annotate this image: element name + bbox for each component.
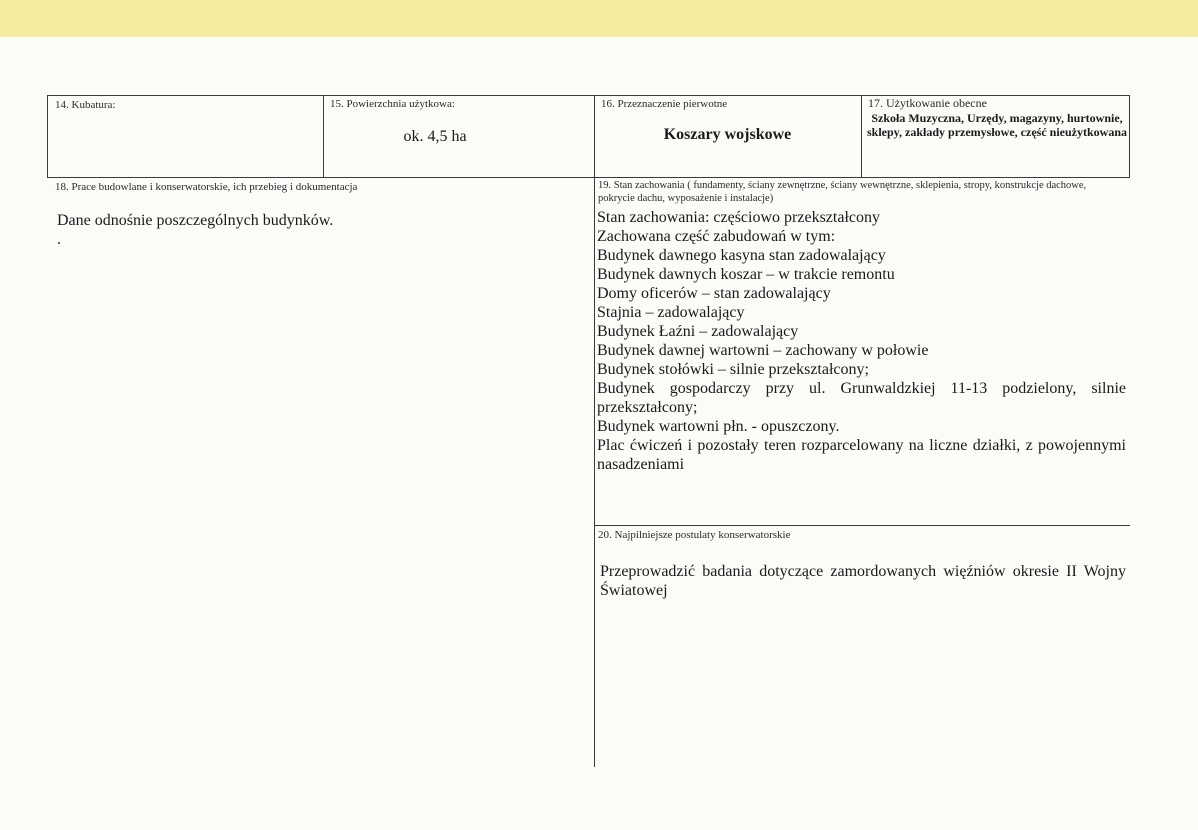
stan-line: Budynek stołówki – silnie przekształcony; [597, 361, 869, 378]
table-left-border [47, 95, 48, 178]
prace-label: 18. Prace budowlane i konserwatorskie, ich przebieg i dokumentacja [55, 181, 358, 193]
stan-line: Budynek wartowni płn. - opuszczony. [597, 418, 840, 435]
stan-line: Budynek dawnych koszar – w trakcie remontu [597, 266, 895, 283]
uzytkowanie-label: 17. Użytkowanie obecne [868, 96, 987, 110]
postulaty-text: Przeprowadzić badania dotyczące zamordowanych więźniów okresie II Wojny Światowej [600, 563, 1126, 599]
top-color-band [0, 0, 1198, 37]
table-right-border-top [1129, 95, 1130, 178]
row1-bottom-border [47, 177, 1130, 178]
stan-label: 19. Stan zachowania ( fundamenty, ściany zewnętrzne, ściany wewnętrzne, sklepienia, stropy, konstrukcje dachowe, pokrycie dachu, wyposażenie i instalacje) [598, 180, 1087, 204]
uzytkowanie-value: Szkoła Muzyczna, Urzędy, magazyny, hurtownie, sklepy, zakłady przemysłowe, część nieużytkowana [867, 111, 1127, 139]
przeznaczenie-value: Koszary wojskowe [663, 126, 792, 143]
stan-line: Budynek dawnej wartowni – zachowany w połowie [597, 342, 929, 359]
main-column-divider [594, 95, 595, 767]
stan-line: Stan zachowania: częściowo przekształcony [597, 209, 880, 226]
row1-divider-3 [861, 95, 862, 178]
stan-text [597, 208, 1126, 474]
stan-line: Domy oficerów – stan zadowalający [597, 285, 831, 302]
prace-dot: . [57, 231, 61, 248]
stan-line: Budynek gospodarczy przy ul. Grunwaldzkiej 11-13 podzielony, silnie przekształcony; [597, 380, 1126, 416]
stan-line: Budynek dawnego kasyna stan zadowalający [597, 247, 886, 264]
prace-text: Dane odnośnie poszczególnych budynków. [57, 212, 334, 229]
stan-line: Zachowana część zabudowań w tym: [597, 228, 836, 245]
postulaty-label: 20. Najpilniejsze postulaty konserwatorskie [598, 529, 791, 541]
field20-top-border [594, 525, 1130, 526]
kubatura-label: 14. Kubatura: [55, 99, 116, 111]
powierzchnia-label: 15. Powierzchnia użytkowa: [330, 98, 455, 110]
powierzchnia-value: ok. 4,5 ha [403, 128, 467, 145]
stan-line: Budynek Łaźni – zadowalający [597, 323, 799, 340]
stan-line: Stajnia – zadowalający [597, 304, 745, 321]
stan-line: Plac ćwiczeń i pozostały teren rozparcelowany na liczne działki, z powojennymi nasadzeniami [597, 437, 1126, 473]
przeznaczenie-label: 16. Przeznaczenie pierwotne [601, 98, 728, 110]
